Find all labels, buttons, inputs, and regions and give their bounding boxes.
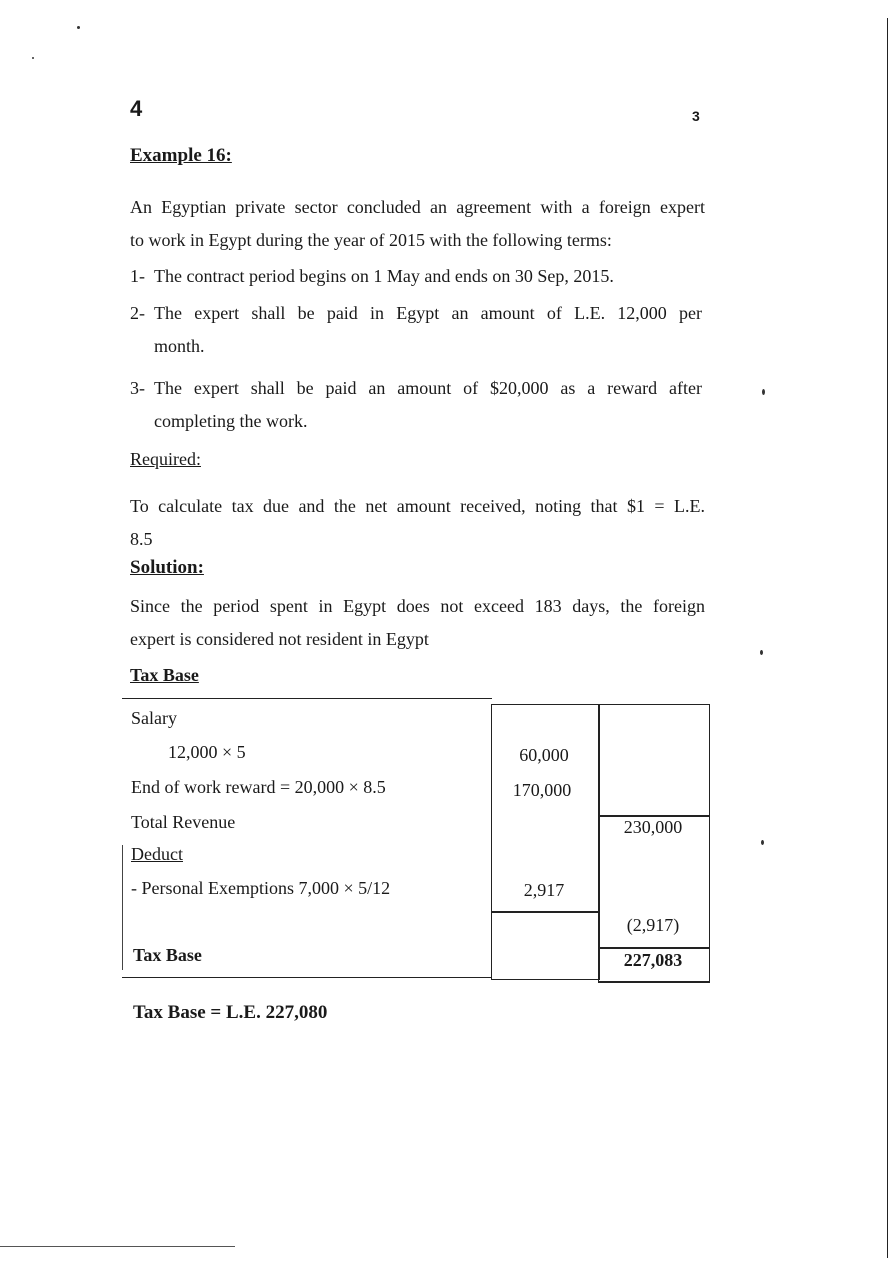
scan-speck <box>77 26 80 29</box>
term-text: The expert shall be paid in Egypt an amount of L.E. 12,000 per <box>154 303 702 323</box>
value-reward: 170,000 <box>512 780 572 800</box>
value-tax-base: 227,083 <box>623 950 683 970</box>
value-salary: 60,000 <box>519 745 569 765</box>
term-item <box>130 297 702 363</box>
footer-rule <box>0 1246 235 1247</box>
solution-paragraph <box>130 590 705 656</box>
term-text: The expert shall be paid an amount of $20,000 as a reward after <box>154 378 702 398</box>
page-number-right: 3 <box>692 108 700 124</box>
page-number-left: 4 <box>130 96 143 121</box>
scan-speck <box>761 840 764 845</box>
value-exemptions: 2,917 <box>523 880 565 900</box>
required-paragraph <box>130 490 705 556</box>
tax-base-title: Tax Base <box>130 665 199 685</box>
scan-speck <box>32 57 34 59</box>
row-label-reward: End of work reward = 20,000 × 8.5 <box>131 777 386 797</box>
row-label-total-revenue: Total Revenue <box>131 812 236 832</box>
tax-base-conclusion: Tax Base = L.E. 227,080 <box>133 1002 328 1023</box>
row-label-deduct: Deduct <box>131 844 183 864</box>
solution-label: Solution: <box>130 557 204 578</box>
term-text: The contract period begins on 1 May and ends on 30 Sep, 2015. <box>154 266 614 286</box>
row-label-salary: Salary <box>131 708 177 728</box>
term-item <box>130 372 702 438</box>
scan-speck <box>762 389 765 395</box>
table-bottom-rule <box>122 977 492 978</box>
row-label-exemptions: - Personal Exemptions 7,000 × 5/12 <box>131 878 391 898</box>
intro-line: to work in Egypt during the year of 2015 with the following terms: <box>130 230 612 250</box>
term-number: 3- <box>130 378 145 398</box>
table-top-rule <box>122 698 492 699</box>
term-text-continued: month. <box>154 336 205 356</box>
required-line: To calculate tax due and the net amount received, noting that $1 = L.E. <box>130 496 705 516</box>
page-edge <box>887 18 888 1258</box>
intro-paragraph <box>130 191 705 257</box>
required-label: Required: <box>130 449 201 469</box>
scan-speck <box>760 650 763 655</box>
term-text-continued: completing the work. <box>154 411 308 431</box>
solution-line: expert is considered not resident in Egypt <box>130 629 429 649</box>
required-line: 8.5 <box>130 529 153 549</box>
term-item <box>130 260 702 293</box>
term-number: 1- <box>130 266 145 286</box>
table-left-rule <box>122 845 123 970</box>
solution-line: Since the period spent in Egypt does not exceed 183 days, the foreign <box>130 596 705 616</box>
amount-column-box-lower <box>491 911 600 980</box>
value-exemptions-total: (2,917) <box>626 915 680 935</box>
value-total-revenue: 230,000 <box>623 817 683 837</box>
row-label-tax-base: Tax Base <box>133 945 202 965</box>
row-label-salary-calc: 12,000 × 5 <box>168 742 246 762</box>
term-number: 2- <box>130 303 145 323</box>
intro-line: An Egyptian private sector concluded an agreement with a foreign expert <box>130 197 705 217</box>
example-title: Example 16: <box>130 145 232 166</box>
total-column-box <box>598 704 710 817</box>
